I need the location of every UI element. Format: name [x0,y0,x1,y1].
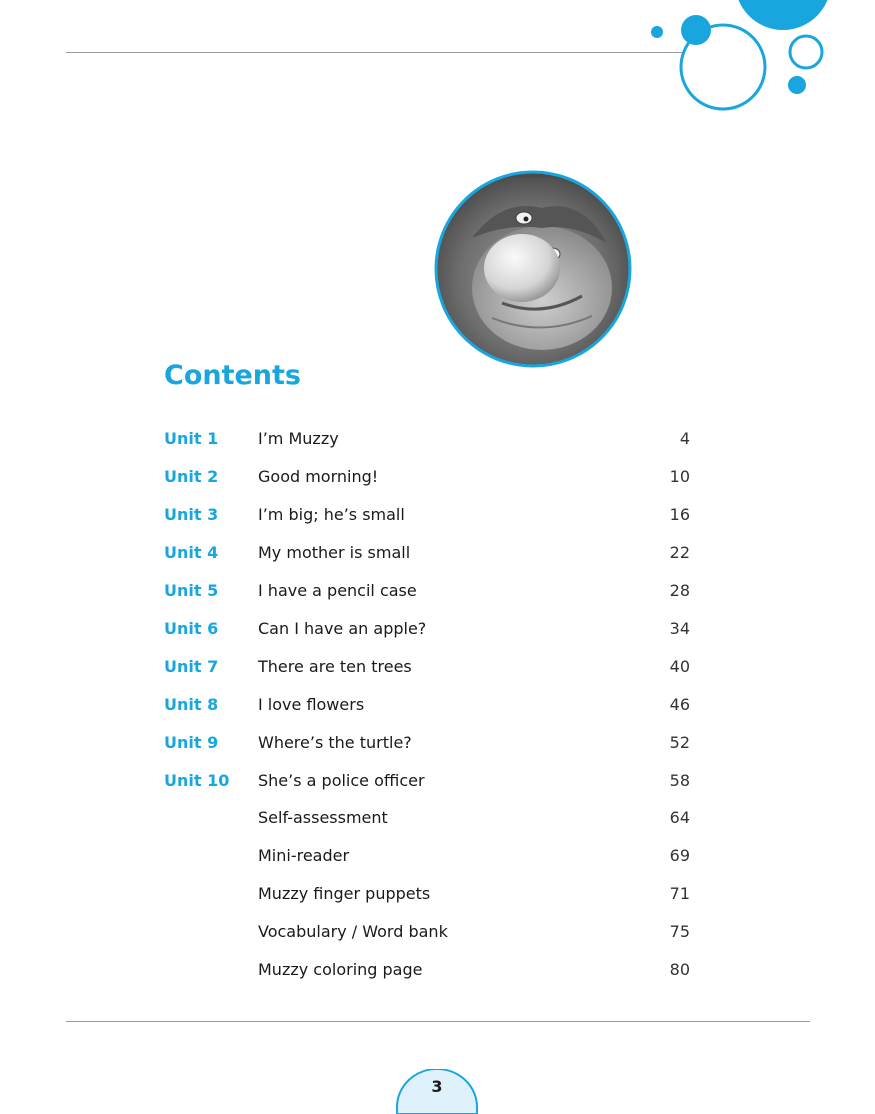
entry-page: 28 [669,581,690,600]
entry-title: There are ten trees [258,657,412,676]
entry-page: 80 [669,960,690,979]
entry-page: 75 [669,922,690,941]
toc-row[interactable] [0,771,875,801]
toc-row[interactable] [0,733,875,763]
unit-label: Unit 10 [164,771,230,790]
toc-row[interactable] [0,884,875,914]
toc-row[interactable] [0,581,875,611]
entry-title: I’m Muzzy [258,429,339,448]
entry-title: I love flowers [258,695,365,714]
entry-page: 52 [669,733,690,752]
toc-row[interactable] [0,922,875,952]
entry-title: Muzzy finger puppets [258,884,431,903]
entry-page: 4 [679,429,690,448]
unit-label: Unit 6 [164,619,219,638]
entry-title: Muzzy coloring page [258,960,423,979]
entry-title: My mother is small [258,543,411,562]
toc-row[interactable] [0,619,875,649]
toc-row[interactable] [0,429,875,459]
toc-row[interactable] [0,467,875,497]
toc-row[interactable] [0,960,875,990]
unit-label: Unit 3 [164,505,219,524]
toc-row[interactable] [0,505,875,535]
entry-page: 64 [669,808,690,827]
page-number: 3 [431,1077,443,1096]
unit-label: Unit 4 [164,543,219,562]
entry-page: 69 [669,846,690,865]
bottom-rule [66,1021,810,1022]
entry-page: 71 [669,884,690,903]
toc-row[interactable] [0,695,875,725]
toc-row[interactable] [0,657,875,687]
unit-label: Unit 7 [164,657,219,676]
entry-title: I have a pencil case [258,581,417,600]
page-number-tab [396,1069,478,1114]
entry-title: Where’s the turtle? [258,733,412,752]
unit-label: Unit 9 [164,733,219,752]
toc-row[interactable] [0,846,875,876]
entry-title: Can I have an apple? [258,619,427,638]
unit-label: Unit 2 [164,467,219,486]
entry-page: 46 [669,695,690,714]
entry-title: I’m big; he’s small [258,505,405,524]
toc-row[interactable] [0,808,875,838]
unit-label: Unit 8 [164,695,219,714]
entry-page: 16 [669,505,690,524]
entry-page: 22 [669,543,690,562]
entry-page: 10 [669,467,690,486]
entry-title: Vocabulary / Word bank [258,922,448,941]
toc-row[interactable] [0,543,875,573]
entry-page: 34 [669,619,690,638]
page-title: Contents [164,360,302,391]
entry-title: She’s a police officer [258,771,425,790]
unit-label: Unit 5 [164,581,219,600]
entry-page: 58 [669,771,690,790]
unit-label: Unit 1 [164,429,219,448]
entry-title: Mini-reader [258,846,350,865]
entry-title: Good morning! [258,467,379,486]
entry-title: Self-assessment [258,808,388,827]
entry-page: 40 [669,657,690,676]
